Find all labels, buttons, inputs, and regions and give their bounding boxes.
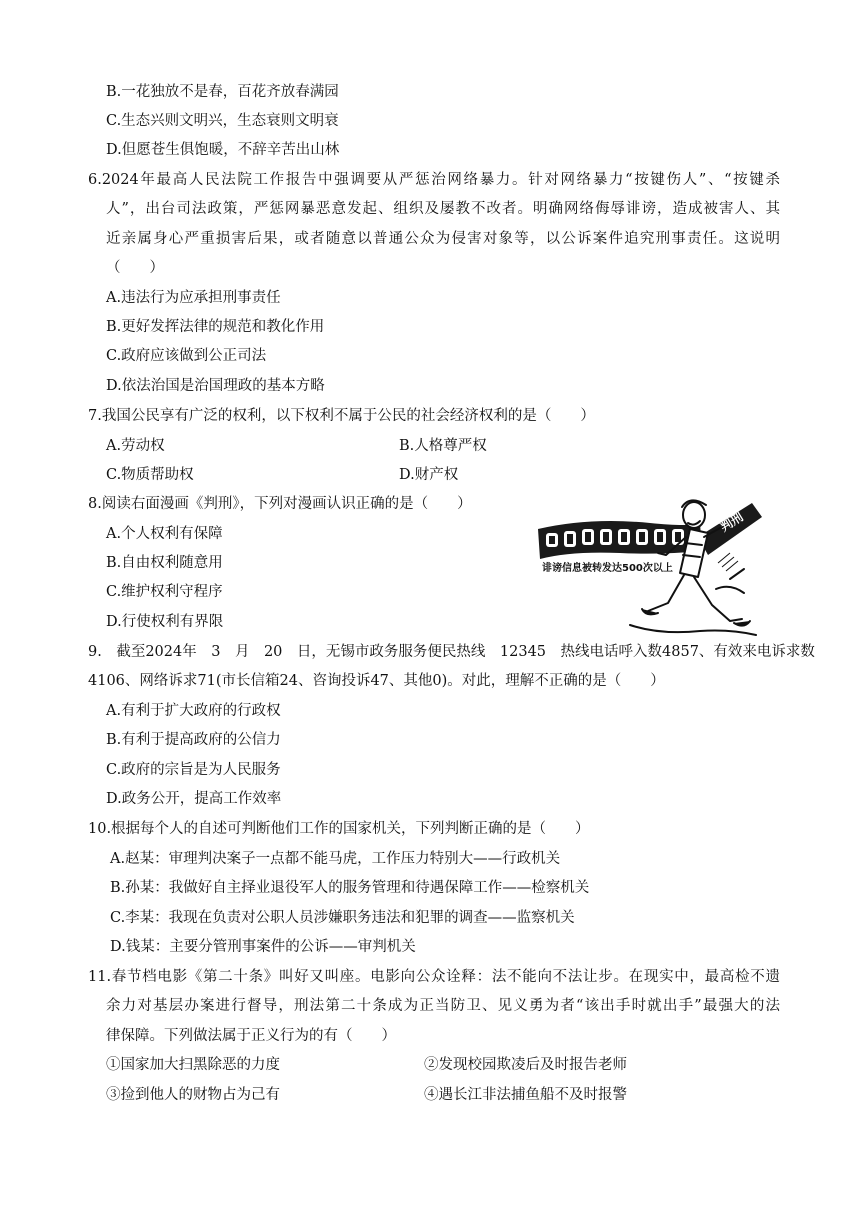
q6-option-c: C.政府应该做到公正司法 (106, 348, 267, 364)
q8-stem: 8.阅读右面漫画《判刑》，下列对漫画认识正确的是（ ） (88, 496, 472, 512)
q7-option-d: D.财产权 (399, 467, 459, 483)
q11-option-3: ③捡到他人的财物占为己有 (106, 1087, 280, 1103)
q11-option-1: ①国家加大扫黑除恶的力度 (106, 1057, 280, 1073)
q8-cartoon-image (530, 493, 770, 641)
q10-option-b: B.孙某：我做好自主择业退役军人的服务管理和待遇保障工作——检察机关 (110, 880, 590, 896)
q9-stem-line-2: 4106、网络诉求71(市长信箱24、咨询投诉47、其他0)。对此，理解不正确的是（ ） (88, 673, 665, 689)
q9-option-a: A.有利于扩大政府的行政权 (106, 703, 281, 719)
q11-option-2: ②发现校园欺凌后及时报告老师 (424, 1057, 627, 1073)
q9-option-d: D.政务公开，提高工作效率 (106, 791, 282, 807)
q6-option-a: A.违法行为应承担刑事责任 (106, 290, 281, 306)
cartoon-illustration (530, 493, 770, 641)
q6-answer-blank: （ ） (106, 260, 164, 276)
q10-option-a: A.赵某：审理判决案子一点都不能马虎，工作压力特别大——行政机关 (110, 851, 561, 867)
q6-stem-line-2: 人”，出台司法政策，严惩网暴恶意发起、组织及屡教不改者。明确网络侮辱诽谤，造成被害人、其 (106, 201, 780, 217)
q8-option-c: C.维护权利守程序 (106, 584, 223, 600)
q10-option-d: D.钱某：主要分管刑事案件的公诉——审判机关 (110, 939, 416, 955)
q6-stem-line-1: 6.2024年最高人民法院工作报告中强调要从严惩治网络暴力。针对网络暴力“按键伤人”、“按键杀 (88, 172, 780, 188)
q8-option-b: B.自由权利随意用 (106, 555, 223, 571)
q7-stem: 7.我国公民享有广泛的权利，以下权利不属于公民的社会经济权利的是（ ） (88, 408, 595, 424)
q9-stem-line-1: 9. 截至2024年 3 月 20 日，无锡市政务服务便民热线 12345 热线电话呼入数4857、有效来电诉求数 (88, 644, 815, 660)
q6-option-d: D.依法治国是治国理政的基本方略 (106, 378, 325, 394)
q6-stem-line-3: 近亲属身心严重损害后果，或者随意以普通公众为侵害对象等，以公诉案件追究刑事责任。这说明 (106, 231, 780, 247)
q10-option-c: C.李某：我现在负责对公职人员涉嫌职务违法和犯罪的调查——监察机关 (110, 910, 575, 926)
cartoon-caption: 诽谤信息被转发达500次以上 (542, 563, 673, 574)
q5-option-d: D.但愿苍生俱饱暖，不辞辛苦出山林 (106, 142, 340, 158)
q7-option-a: A.劳动权 (106, 438, 165, 454)
q9-option-c: C.政府的宗旨是为人民服务 (106, 762, 281, 778)
q6-option-b: B.更好发挥法律的规范和教化作用 (106, 319, 325, 335)
q7-option-c: C.物质帮助权 (106, 467, 194, 483)
q11-stem-line-1: 11.春节档电影《第二十条》叫好又叫座。电影向公众诠释：法不能向不法让步。在现实中，最高检不遗 (88, 969, 780, 985)
cartoon-sign-text: 判刑 (717, 509, 746, 535)
q11-stem-line-2: 余力对基层办案进行督导，刑法第二十条成为正当防卫、见义勇为者“该出手时就出手”最强大的法 (106, 998, 780, 1014)
q10-stem: 10.根据每个人的自述可判断他们工作的国家机关，下列判断正确的是（ ） (88, 821, 590, 837)
q8-option-d: D.行使权利有界限 (106, 614, 224, 630)
q11-stem-line-3: 律保障。下列做法属于正义行为的有（ ） (106, 1028, 396, 1044)
q7-option-b: B.人格尊严权 (399, 438, 487, 454)
q8-option-a: A.个人权利有保障 (106, 526, 223, 542)
q5-option-b: B.一花独放不是春，百花齐放春满园 (106, 84, 339, 100)
q5-option-c: C.生态兴则文明兴，生态衰则文明衰 (106, 113, 339, 129)
q9-option-b: B.有利于提高政府的公信力 (106, 732, 281, 748)
q11-option-4: ④遇长江非法捕鱼船不及时报警 (424, 1087, 627, 1103)
